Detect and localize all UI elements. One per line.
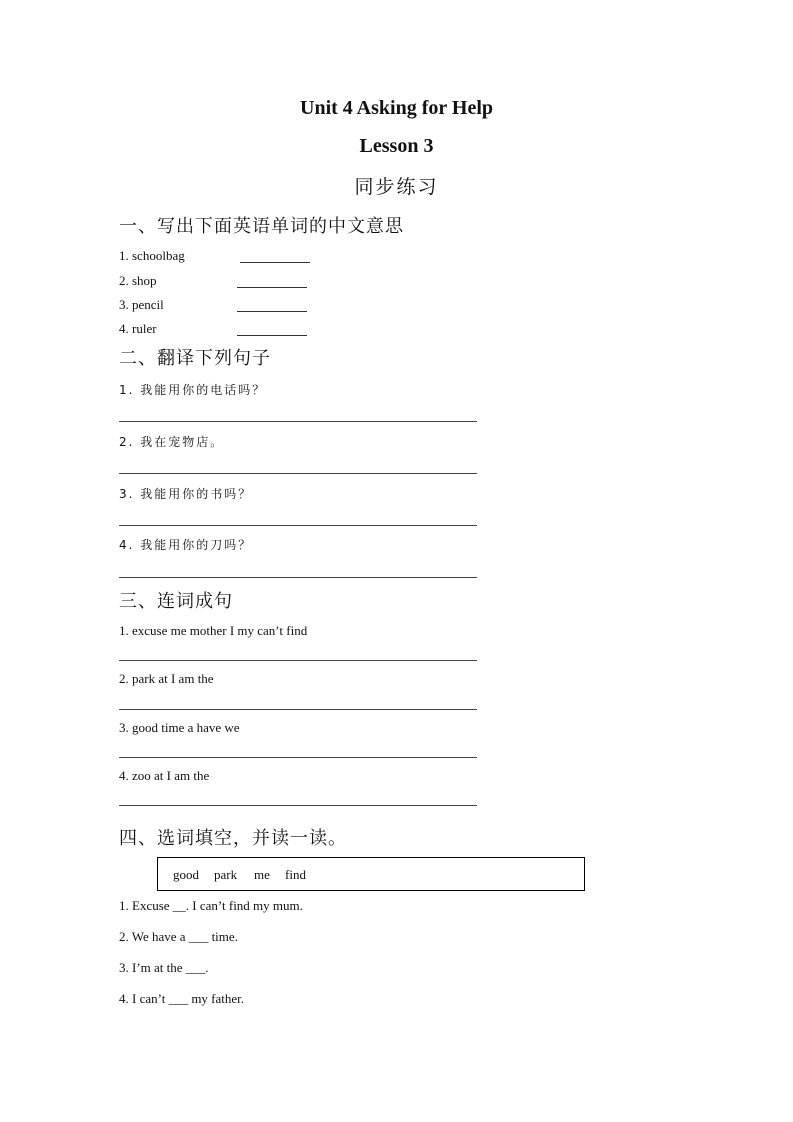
page-subtitle: 同步练习 bbox=[354, 177, 439, 198]
word-bank-item: find bbox=[285, 867, 306, 882]
section-2-heading: 二、翻译下列句子 bbox=[119, 348, 271, 368]
page-title: Unit 4 Asking for Help bbox=[300, 97, 493, 119]
vocab-item-1: 1. schoolbag bbox=[119, 248, 185, 263]
word-bank-item: me bbox=[254, 867, 270, 882]
section-4-heading: 四、选词填空，并读一读。 bbox=[119, 828, 347, 848]
word-bank-item: good bbox=[173, 867, 199, 882]
vocab-blank-2[interactable] bbox=[237, 287, 307, 288]
sentence-answer-line-1[interactable] bbox=[119, 660, 477, 661]
translate-item-4: 4. 我能用你的刀吗？ bbox=[119, 538, 253, 552]
fill-item-4: 4. I can’t ___ my father. bbox=[119, 991, 245, 1006]
vocab-blank-1[interactable] bbox=[240, 262, 310, 263]
translate-answer-line-2[interactable] bbox=[119, 473, 477, 474]
word-bank-item: park bbox=[214, 867, 238, 882]
section-1-heading: 一、写出下面英语单词的中文意思 bbox=[119, 216, 404, 236]
vocab-blank-4[interactable] bbox=[237, 335, 307, 336]
sentence-item-1: 1. excuse me mother I my can’t find bbox=[119, 623, 308, 638]
fill-item-2: 2. We have a ___ time. bbox=[119, 929, 238, 944]
sentence-item-2: 2. park at I am the bbox=[119, 671, 214, 686]
section-3-heading: 三、连词成句 bbox=[119, 591, 233, 611]
sentence-item-3: 3. good time a have we bbox=[119, 720, 240, 735]
vocab-item-4: 4. ruler bbox=[119, 321, 157, 336]
sentence-item-4: 4. zoo at I am the bbox=[119, 768, 210, 783]
vocab-item-2: 2. shop bbox=[119, 273, 157, 288]
sentence-answer-line-4[interactable] bbox=[119, 805, 477, 806]
vocab-item-3: 3. pencil bbox=[119, 297, 164, 312]
translate-answer-line-3[interactable] bbox=[119, 525, 477, 526]
fill-item-3: 3. I’m at the ___. bbox=[119, 960, 209, 975]
word-bank-box bbox=[157, 857, 585, 891]
translate-answer-line-1[interactable] bbox=[119, 421, 477, 422]
translate-item-3: 3. 我能用你的书吗？ bbox=[119, 487, 253, 501]
translate-item-2: 2. 我在宠物店。 bbox=[119, 435, 225, 449]
fill-item-1: 1. Excuse __. I can’t find my mum. bbox=[119, 898, 303, 913]
translate-item-1: 1. 我能用你的电话吗？ bbox=[119, 383, 267, 397]
sentence-answer-line-3[interactable] bbox=[119, 757, 477, 758]
translate-answer-line-4[interactable] bbox=[119, 577, 477, 578]
lesson-title: Lesson 3 bbox=[359, 135, 434, 157]
sentence-answer-line-2[interactable] bbox=[119, 709, 477, 710]
vocab-blank-3[interactable] bbox=[237, 311, 307, 312]
